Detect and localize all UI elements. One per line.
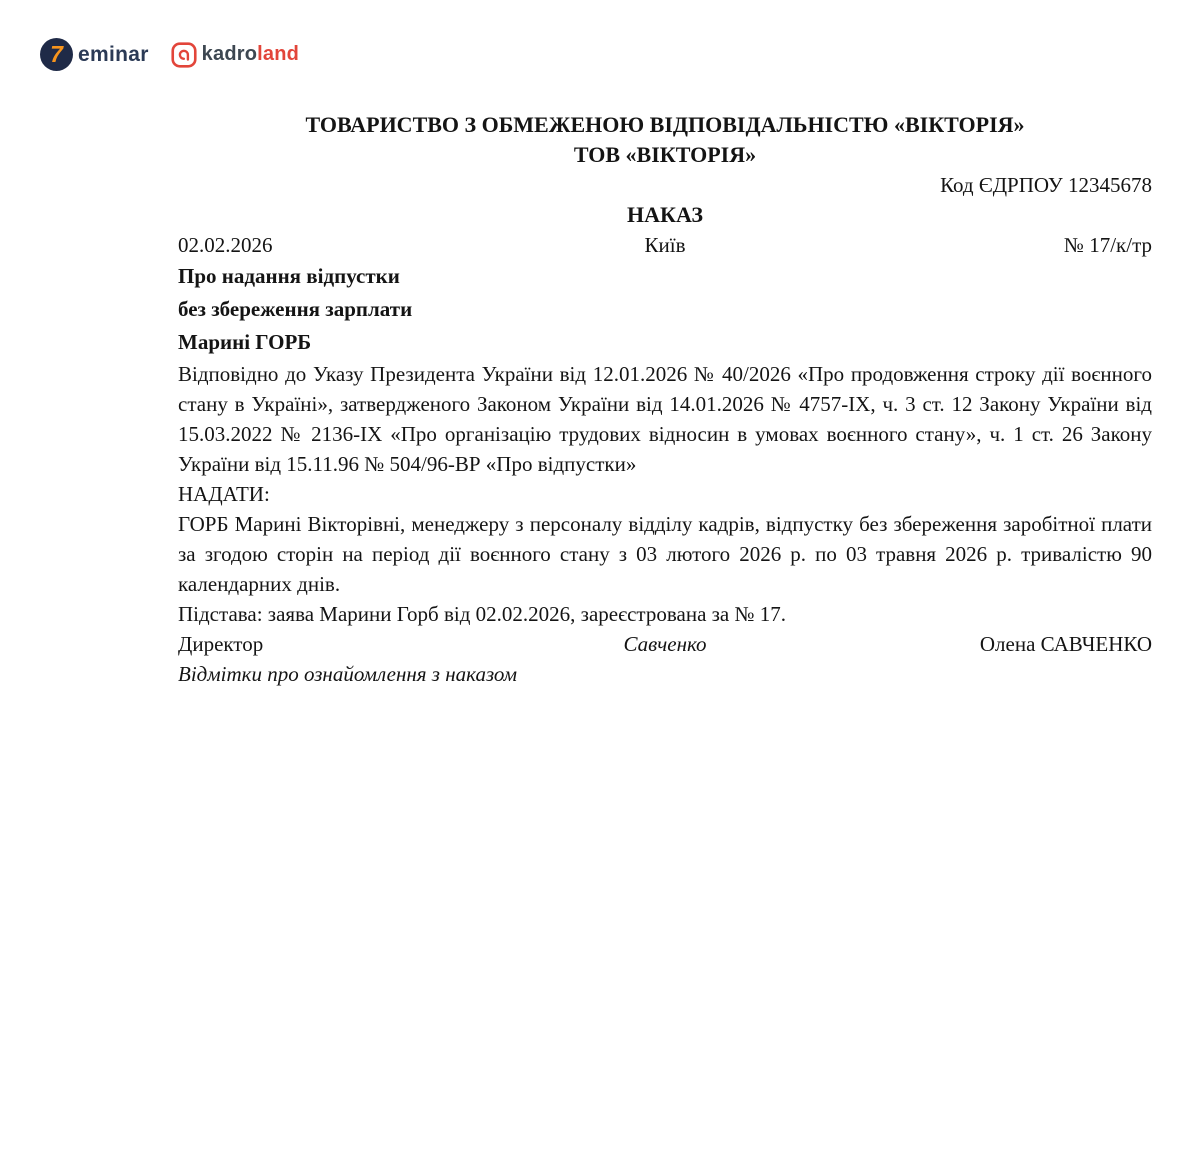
legal-preamble: Відповідно до Указу Президента України від 12.01.2026 № 40/2026 «Про продовження строку дії воєнного стану в Україні», затвердженого Законом України від 14.01.2026 № 4757-IX, ч. 3 ст. 12 Закону України від 15.03.2022 № 2136-IX «Про організацію трудових відносин в умовах воєнного стану», ч. 1 ст. 26 Закону України від 15.11.96 № 504/96-ВР «Про відпустки»	[178, 362, 1152, 476]
company-name-full: ТОВАРИСТВО З ОБМЕЖЕНОЮ ВІДПОВІДАЛЬНІСТЮ «ВІКТОРІЯ»	[305, 112, 1025, 137]
document-number: № 17/к/тр	[1063, 233, 1153, 257]
acknowledgement-note: Відмітки про ознайомлення з наказом	[178, 662, 517, 686]
order-text: ГОРБ Марині Вікторівні, менеджеру з персоналу відділу кадрів, відпустку без збереження заробітної плати за згодою сторін на період дії воєнного стану з 03 лютого 2026 р. по 03 травня 2026 р. тривалістю 90 календарних днів.	[178, 512, 1152, 596]
signer-role: Директор	[178, 632, 264, 656]
company-name-short: ТОВ «ВІКТОРІЯ»	[573, 142, 757, 167]
kadroland-wordmark-dark: kadro	[201, 43, 258, 65]
document-city: Київ	[644, 233, 686, 257]
subject-line-2: без збереження зарплати	[178, 297, 413, 321]
7eminar-wordmark: eminar	[78, 42, 149, 66]
kadroland-wordmark-red: land	[257, 43, 300, 65]
signer-name: Олена САВЧЕНКО	[979, 632, 1153, 656]
document-date: 02.02.2026	[178, 233, 273, 257]
subject-line-3: Марині ГОРБ	[178, 330, 312, 354]
edrpou-code: Код ЄДРПОУ 12345678	[940, 173, 1152, 197]
subject-line-1: Про надання відпустки	[178, 264, 400, 288]
7eminar-icon-digit: 7	[50, 41, 63, 67]
company-name	[178, 0, 1152, 170]
signature-handwritten: Савченко	[623, 632, 707, 656]
order-document	[178, 0, 1152, 689]
document-meta-row	[178, 230, 1152, 260]
7eminar-icon	[40, 38, 73, 71]
signature-row	[178, 629, 1152, 659]
logo-7eminar[interactable]	[40, 38, 149, 71]
document-subject	[178, 260, 1152, 359]
resolve-word: НАДАТИ:	[178, 482, 270, 506]
basis-line: Підстава: заява Марини Горб від 02.02.2026, зареєстрована за № 17.	[178, 602, 787, 626]
document-title: НАКАЗ	[627, 202, 703, 227]
